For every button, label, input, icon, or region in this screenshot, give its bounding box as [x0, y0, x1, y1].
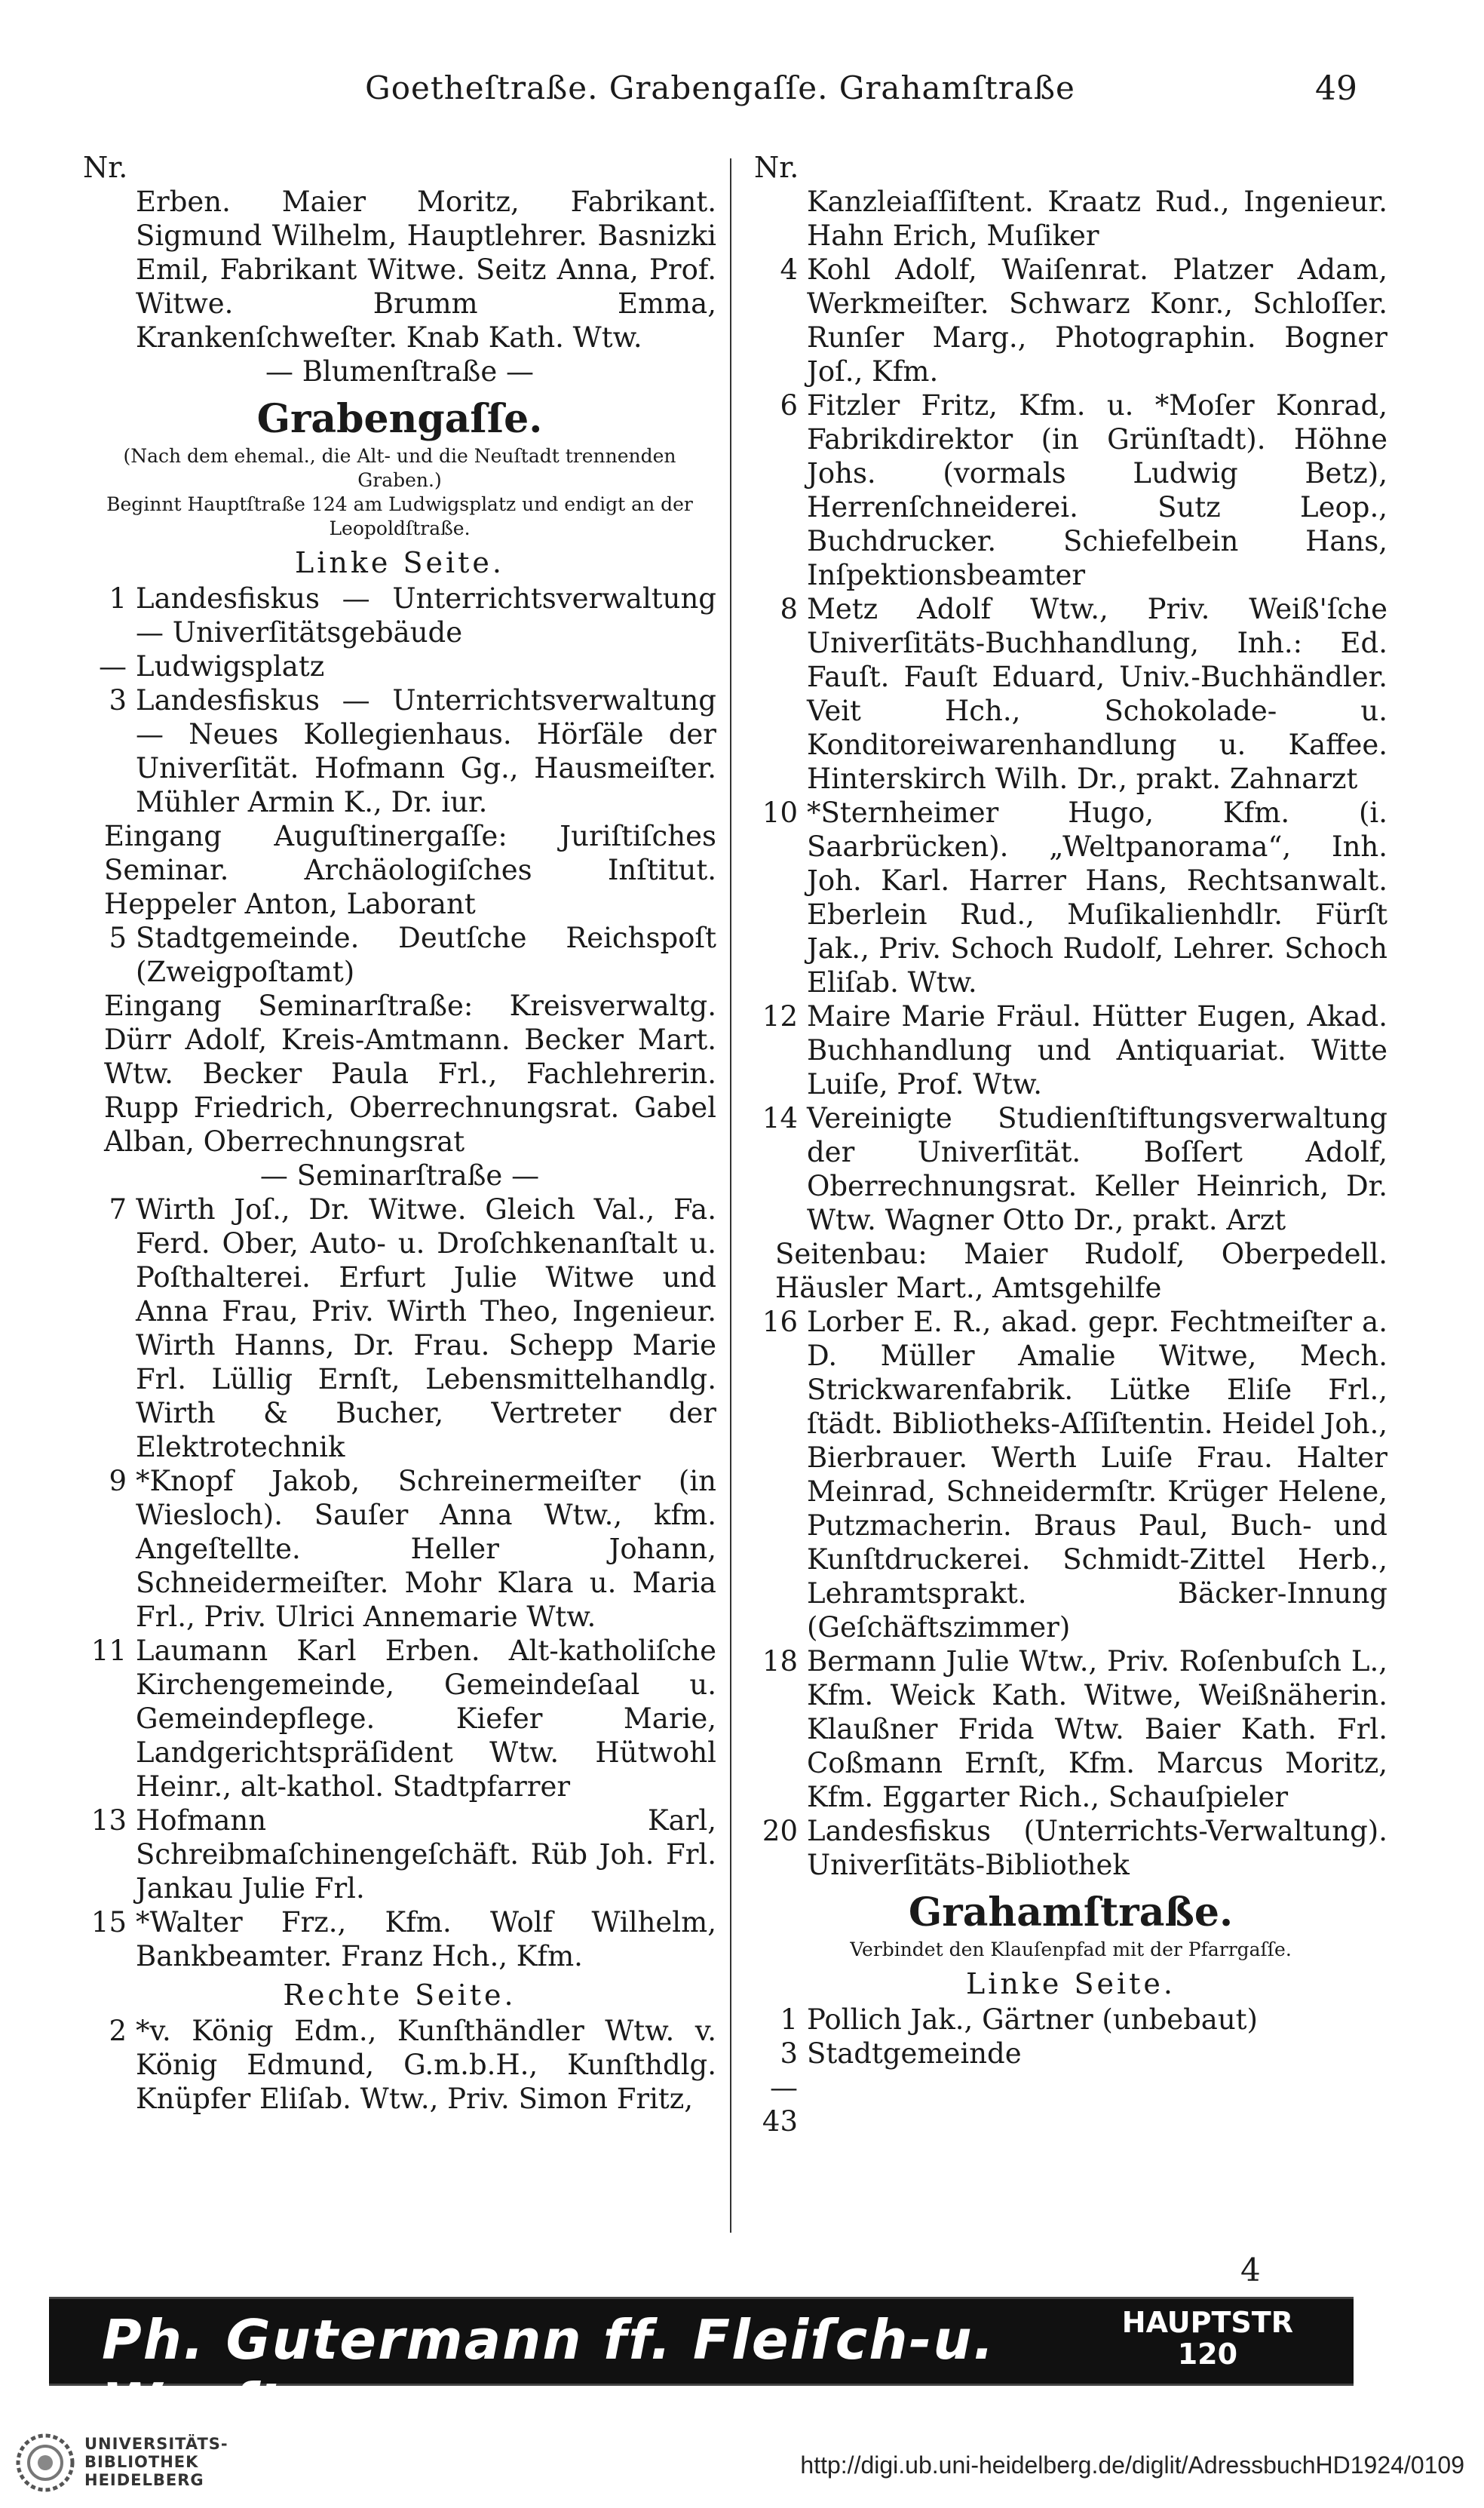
address-entry	[83, 1905, 716, 1973]
side-heading: Linke Seite.	[966, 1967, 1176, 2000]
house-number: 12	[762, 1000, 798, 1033]
entry-text: Kohl Adolf, Waiſenrat. Platzer Adam, Werkmeiſter. Schwarz Konr., Schloſſer. Runſer Marg., Photographin. Bogner Joſ., Kfm.	[807, 253, 1387, 388]
cross-street: — Blumenſtraße —	[265, 355, 535, 388]
entry-text: Landesfiskus — Unterrichtsverwaltung — Univerſitätsgebäude	[136, 582, 716, 649]
entry-text: Pollich Jak., Gärtner (unbebaut)	[807, 2003, 1258, 2036]
house-number: 13	[90, 1804, 127, 1837]
entry-text: *v. König Edm., Kunſthändler Wtw. v. König Edmund, G.m.b.H., Kunſthdlg. Knüpfer Eliſab. Wtw., Priv. Simon Fritz,	[136, 2015, 716, 2115]
entry-continuation: Kanzleiaſſiſtent. Kraatz Rud., Ingenieur. Hahn Erich, Muſiker	[807, 186, 1387, 252]
house-number: 20	[762, 1815, 798, 1847]
ad-address	[1122, 2307, 1293, 2370]
library-name-line: HEIDELBERG	[84, 2471, 204, 2489]
library-name-line: BIBLIOTHEK	[84, 2453, 199, 2471]
street-note: Beginnt Hauptſtraße 124 am Ludwigsplatz und endigt an der Leopoldſtraße.	[106, 493, 693, 539]
address-entry	[754, 1814, 1387, 1882]
street-heading: Grabengaſſe.	[256, 396, 543, 442]
street-note: Verbindet den Klauſenpfad mit der Pfarrgaſſe.	[850, 1939, 1292, 1960]
house-number: 16	[762, 1306, 798, 1338]
entry-sub: Eingang Auguſtinergaſſe: Juriſtiſches Seminar. Archäologiſches Inſtitut. Heppeler Anton, Laborant	[104, 820, 716, 920]
address-entry	[754, 592, 1387, 796]
entry-text: Vereinigte Studienſtiftungsverwaltung der Univerſität. Boſſert Adolf, Oberrechnungsrat. Keller Heinrich, Dr. Wtw. Wagner Otto Dr., prakt. Arzt	[807, 1102, 1387, 1236]
advertisement-banner	[49, 2297, 1354, 2435]
library-name-line: UNIVERSITÄTS-	[84, 2435, 228, 2453]
university-seal-icon	[15, 2433, 75, 2493]
page-footer	[0, 2406, 1484, 2508]
address-entry	[754, 388, 1387, 592]
house-number: 1	[109, 582, 127, 615]
entry-text: Fitzler Fritz, Kfm. u. *Moſer Konrad, Fabrikdirektor (in Grünſtadt). Höhne Johs. (vormals Ludwig Betz), Herrenſchneiderei. Sutz Leop., Buchdrucker. Schiefelbein Hans, Inſpektionsbeamter	[807, 389, 1387, 591]
address-entry	[83, 582, 716, 649]
column-heading-nr: Nr.	[83, 151, 128, 184]
entry-continuation: Erben. Maier Moritz, Fabrikant. Sigmund Wilhelm, Hauptlehrer. Basnizki Emil, Fabrikant Witwe. Seitz Anna, Prof. Witwe. Brumm Emma, Krankenſchweſter. Knab Kath. Wtw.	[136, 186, 716, 354]
entry-text: Landesfiskus (Unterrichts-Verwaltung). Univerſitäts-Bibliothek	[807, 1815, 1387, 1881]
entry-text: Ludwigsplatz	[136, 650, 325, 683]
address-entry	[83, 1464, 716, 1634]
street-note: (Nach dem ehemal., die Alt- und die Neuſtadt trennenden Graben.)	[123, 445, 676, 491]
entry-sub: Eingang Seminarſtraße: Kreisverwaltg. Dürr Adolf, Kreis-Amtmann. Becker Mart. Wtw. Becker Paula Frl., Fachlehrerin. Rupp Friedrich, Oberrechnungsrat. Gabel Alban, Oberrechnungsrat	[104, 990, 716, 1158]
left-column	[83, 151, 716, 2116]
house-number: 10	[762, 797, 798, 829]
running-title: Goetheſtraße. Grabengaſſe. Grahamſtraße	[365, 69, 1075, 106]
cross-street: — Seminarſtraße —	[259, 1159, 540, 1192]
entry-text: Stadtgemeinde. Deutſche Reichspoſt (Zweigpoſtamt)	[136, 922, 716, 988]
ad-business-name: Ph. Gutermann ff. Fleiſch-u. Wurſtwaren	[102, 2308, 996, 2435]
address-entry	[83, 1634, 716, 1803]
entry-text: Landesfiskus — Unterrichtsverwaltung — Neues Kollegienhaus. Hörſäle der Univerſität. Hofmann Gg., Hausmeiſter. Mühler Armin K., Dr. iur.	[136, 684, 716, 818]
house-number: 6	[780, 389, 798, 422]
column-divider	[730, 158, 731, 2233]
entry-text: Stadtgemeinde	[807, 2037, 1022, 2070]
address-entry	[754, 796, 1387, 999]
library-name	[84, 2435, 228, 2489]
house-number: 8	[780, 593, 798, 625]
address-entry	[754, 1101, 1387, 1237]
address-entry	[83, 1803, 716, 1905]
address-entry	[754, 1644, 1387, 1814]
address-entry	[83, 649, 716, 683]
house-number: 3	[109, 684, 127, 717]
house-number: 7	[109, 1193, 127, 1226]
entry-sub: Seitenbau: Maier Rudolf, Oberpedell. Häusler Mart., Amtsgehilfe	[775, 1238, 1387, 1304]
house-number: 2	[109, 2015, 127, 2047]
house-number: 3—43	[762, 2037, 798, 2138]
house-number: 4	[780, 253, 798, 286]
entry-text: Laumann Karl Erben. Alt-katholiſche Kirchengemeinde, Gemeindeſaal u. Gemeindepflege. Kiefer Marie, Landgerichtspräſident Wtw. Hütwohl Heinr., alt-kathol. Stadtpfarrer	[136, 1635, 716, 1803]
street-heading: Grahamſtraße.	[908, 1889, 1234, 1935]
house-number: —	[99, 650, 127, 683]
side-heading: Rechte Seite.	[283, 1978, 517, 2012]
source-url-link[interactable]: http://digi.ub.uni-heidelberg.de/diglit/AdressbuchHD1924/0109	[800, 2451, 1464, 2479]
house-number: 9	[109, 1465, 127, 1497]
page-number: 49	[1315, 69, 1357, 108]
house-number: 18	[762, 1645, 798, 1678]
address-entry	[83, 921, 716, 989]
right-column	[754, 151, 1387, 2138]
entry-text: Metz Adolf Wtw., Priv. Weiß'ſche Univerſitäts-Buchhandlung, Inh.: Ed. Fauſt. Fauſt Eduard, Univ.-Buchhändler. Veit Hch., Schokolade- u. Konditoreiwarenhandlung u. Kaffee. Hinterskirch Wilh. Dr., prakt. Zahnarzt	[807, 593, 1387, 795]
entry-text: Bermann Julie Wtw., Priv. Roſenbuſch L., Kfm. Weick Kath. Witwe, Weißnäherin. Klaußner Frida Wtw. Baier Kath. Frl. Coßmann Ernſt, Kfm. Marcus Moritz, Kfm. Eggarter Rich., Schauſpieler	[807, 1645, 1387, 1813]
entry-text: Hofmann Karl, Schreibmaſchinengeſchäft. Rüb Joh. Frl. Jankau Julie Frl.	[136, 1804, 716, 1905]
address-entry	[83, 683, 716, 819]
entry-text: *Sternheimer Hugo, Kfm. (i. Saarbrücken). „Weltpanorama“, Inh. Joh. Karl. Harrer Hans, Rechtsanwalt. Eberlein Rud., Muſikalienhdlr. Fürſt Jak., Priv. Schoch Rudolf, Lehrer. Schoch Eliſab. Wtw.	[807, 797, 1387, 999]
page-header	[83, 69, 1357, 115]
side-heading: Linke Seite.	[295, 546, 504, 579]
address-entry	[83, 2014, 716, 2116]
entry-text: Lorber E. R., akad. gepr. Fechtmeiſter a. D. Müller Amalie Witwe, Mech. Strickwarenfabrik. Lütke Eliſe Frl., ſtädt. Bibliotheks-Aſſiſtentin. Heidel Joh., Bierbrauer. Werth Luiſe Frau. Halter Meinrad, Schneidermſtr. Krüger Helene, Putzmacherin. Braus Paul, Buch- und Kunſtdruckerei. Schmidt-Zittel Herb., Lehramtsprakt. Bäcker-Innung (Geſchäftszimmer)	[807, 1306, 1387, 1644]
house-number: 15	[90, 1906, 127, 1939]
house-number: 14	[762, 1102, 798, 1134]
entry-text: *Walter Frz., Kfm. Wolf Wilhelm, Bankbeamter. Franz Hch., Kfm.	[136, 1906, 716, 1972]
address-entry	[754, 2037, 1387, 2138]
entry-text: Maire Marie Fräul. Hütter Eugen, Akad. Buchhandlung und Antiquariat. Witte Luiſe, Prof. Wtw.	[807, 1000, 1387, 1101]
entry-text: *Knopf Jakob, Schreinermeiſter (in Wiesloch). Sauſer Anna Wtw., kfm. Angeſtellte. Heller Johann, Schneidermeiſter. Mohr Klara u. Maria Frl., Priv. Ulrici Annemarie Wtw.	[136, 1465, 716, 1633]
house-number: 5	[109, 922, 127, 954]
column-heading-nr: Nr.	[754, 151, 799, 184]
address-entry	[754, 253, 1387, 388]
address-entry	[754, 1305, 1387, 1644]
house-number: 11	[90, 1635, 127, 1667]
address-entry	[83, 1193, 716, 1464]
address-entry	[754, 999, 1387, 1101]
signature-mark: 4	[1240, 2252, 1261, 2289]
entry-text: Wirth Joſ., Dr. Witwe. Gleich Val., Fa. Ferd. Ober, Auto- u. Droſchkenanſtalt u. Poſthalterei. Erfurt Julie Witwe und Anna Frau, Priv. Wirth Theo, Ingenieur. Wirth Hanns, Dr. Frau. Schepp Marie Frl. Lüllig Ernſt, Lebensmittelhandlg. Wirth & Bucher, Vertreter der Elektrotechnik	[136, 1193, 716, 1463]
ad-address-number: 120	[1177, 2338, 1238, 2371]
ad-address-street: HAUPTSTR	[1121, 2306, 1293, 2339]
address-entry	[754, 2003, 1387, 2037]
house-number: 1	[780, 2003, 798, 2036]
